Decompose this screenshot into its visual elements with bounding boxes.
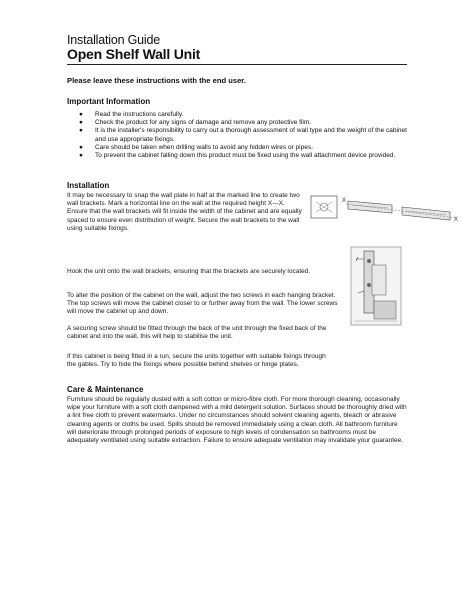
- adjust-screw-bottom: [367, 283, 371, 287]
- installation-heading: Installation: [67, 181, 110, 190]
- installation-paragraph: A securing screw should be fitted through the back of the unit through the fixed back of the cabinet and into the wall, this will help to stabilise the unit.: [67, 325, 327, 341]
- care-heading: Care & Maintenance: [67, 385, 144, 394]
- figure-label-x: X: [342, 198, 347, 204]
- installation-paragraph: To alter the position of the cabinet on the wall, adjust the two screws in each hanging bracket. The top screws will move the cabinet closer to or further away from the wall. The lower screws will move the cabinet up and down.: [67, 292, 338, 316]
- adjust-screw-top: [367, 259, 371, 263]
- title-divider: [67, 64, 407, 65]
- document-type: Installation Guide: [67, 33, 160, 47]
- figure-label-x: X: [454, 217, 459, 223]
- installation-paragraph: If this cabinet is being fitted in a run, secure the units together with suitable fixings through the gables. Try to hide the fixings where possible behind shelves or hinge plates.: [67, 353, 326, 369]
- bullet-icon: ●: [79, 143, 83, 151]
- list-item: ● Check the product for any signs of damage and remove any protective film.: [79, 119, 312, 127]
- wall-bracket-left: [348, 201, 392, 213]
- list-item: ● It is the installer's responsibility to carry out a thorough assessment of wall type and the weight of the cabinet and use appropriate fixings.: [79, 127, 407, 143]
- wall-bracket-right: [402, 207, 450, 220]
- bullet-icon: ●: [79, 127, 83, 135]
- document-title: Open Shelf Wall Unit: [67, 46, 201, 62]
- list-item: ● To prevent the cabinet falling down this product must be fixed using the wall attachment device provided.: [79, 152, 396, 160]
- end-user-notice: Please leave these instructions with the end user.: [67, 76, 246, 85]
- list-item: ● Read the instructions carefully.: [79, 111, 184, 118]
- installation-paragraph: Hook the unit onto the wall brackets, ensuring that the brackets are securely located.: [67, 268, 311, 275]
- hanging-bracket-illustration: [346, 245, 406, 327]
- care-paragraph: Furniture should be regularly dusted with a soft cotton or micro-fibre cloth. For more thorough cleaning, occasionally wipe your furniture with a soft cloth dampened with a mild detergent solution. Surfaces should be thoroughly dried with a lint free cloth to prevent watermarks. Under no circumstances should solvent cleaning agents, bleach or abrasive cleaning agents or cloths be used. Spills should be removed immediately using a clean cloth. All bathroom furniture will deteriorate through prolonged periods of exposure to high levels of condensation so bathrooms must be adequately ventilated using suitable extraction. Failure to ensure adequate ventilation may invalidate your guarantee.: [67, 396, 407, 445]
- bullet-icon: ●: [79, 111, 83, 118]
- important-heading: Important Information: [67, 97, 151, 106]
- important-list: [67, 111, 407, 160]
- installation-paragraph: It may be necessary to snap the wall plate in half at the marked line to create two wall brackets. Mark a horizontal line on the wall at the required height X---X. Ensure that the wall brackets will fit inside the width of the cabinet and are equally spaced to ensure even distribution of weight. Secure the wall brackets to the wall using suitable fixings.: [67, 192, 302, 232]
- bullet-icon: ●: [79, 152, 83, 160]
- wall-bracket-illustration: [310, 192, 460, 226]
- list-item: ● Care should be taken when drilling walls to avoid any hidden wires or pipes.: [79, 143, 313, 151]
- bullet-icon: ●: [79, 119, 83, 127]
